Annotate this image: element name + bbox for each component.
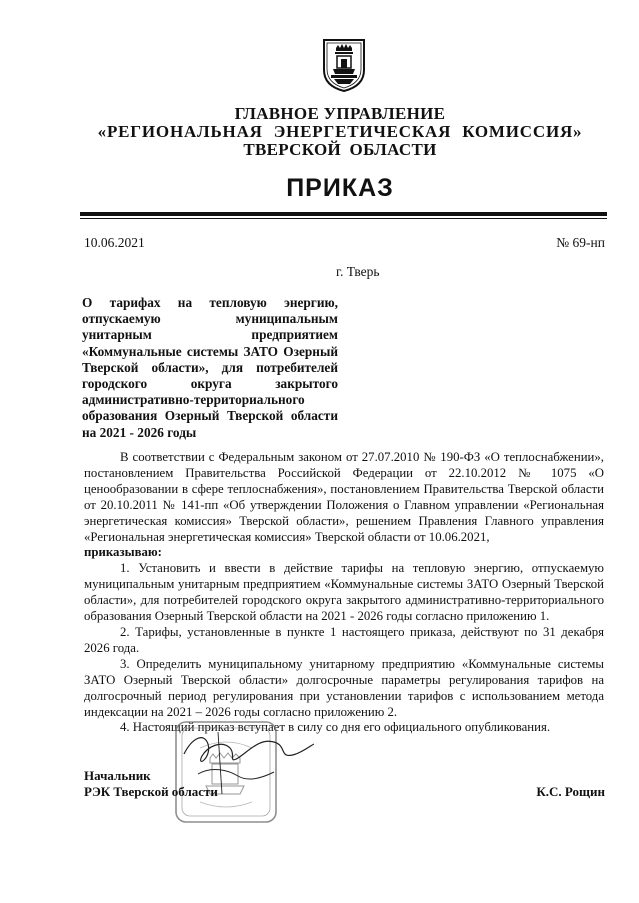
header-rule-thick [80, 212, 607, 216]
org-name-line-2: «РЕГИОНАЛЬНАЯ ЭНЕРГЕТИЧЕСКАЯ КОМИССИЯ» [97, 122, 583, 141]
signatory-title-line-1: Начальник [84, 768, 151, 783]
document-type-title: ПРИКАЗ [286, 174, 394, 202]
document-city: г. Тверь [336, 264, 380, 279]
body-item-2: 2. Тарифы, установленные в пункте 1 настоящего приказа, действуют по 31 декабря 2026 года. [84, 624, 604, 655]
org-name-line-3: ТВЕРСКОЙ ОБЛАСТИ [243, 140, 437, 159]
header-rule-thin [80, 218, 607, 219]
tver-coat-of-arms-icon [322, 38, 366, 92]
document-date: 10.06.2021 [84, 235, 145, 250]
body-preamble: В соответствии с Федеральным законом от 27.07.2010 № 190-ФЗ «О теплоснабжении», постановлением Правительства Российской Федерации от 22.10.2012 № 1075 «О ценообразовании в сфере теплоснабжения», постановлением Правительства Тверской области от 20.10.2011 № 141-пп «Об утверждении Положения о Главном управлении «Региональная энергетическая комиссия» Тверской области», решением Правления Главного управления «Региональная энергетическая комиссия» Тверской области от 10.06.2021, [84, 450, 604, 544]
body-order-word: приказываю: [84, 545, 162, 560]
body-item-1: 1. Установить и ввести в действие тарифы на тепловую энергию, отпускаемую муниципальным унитарным предприятием «Коммунальные системы ЗАТО Озерный Тверской области», для потребителей городского округа закрытого административно-территориального образования Озерный Тверской области на 2021 - 2026 годы согласно приложению 1. [84, 561, 604, 624]
org-name-line-1: ГЛАВНОЕ УПРАВЛЕНИЕ [234, 104, 446, 123]
body-item-3: 3. Определить муниципальному унитарному предприятию «Коммунальные системы ЗАТО Озерный Тверской области» долгосрочные параметры регулирования тарифов на долгосрочный период регулирования при установлении тарифов с использованием метода индексации на 2021 – 2026 годы согласно приложению 2. [84, 656, 604, 719]
document-number: № 69-нп [556, 235, 605, 250]
document-subject: О тарифах на тепловую энергию, отпускаемую муниципальным унитарным предприятием «Коммунальные системы ЗАТО Озерный Тверской области», для потребителей городского округа закрытого административно-территориального образования Озерный Тверской области на 2021 - 2026 годы [82, 295, 338, 440]
body-item-4: 4. Настоящий приказ вступает в силу со дня его официального опубликования. [120, 720, 551, 735]
signatory-title [84, 768, 218, 800]
signatory-name: К.С. Рощин [536, 784, 605, 799]
document-body [84, 450, 604, 736]
signatory-title-line-2: РЭК Тверской области [84, 784, 218, 799]
